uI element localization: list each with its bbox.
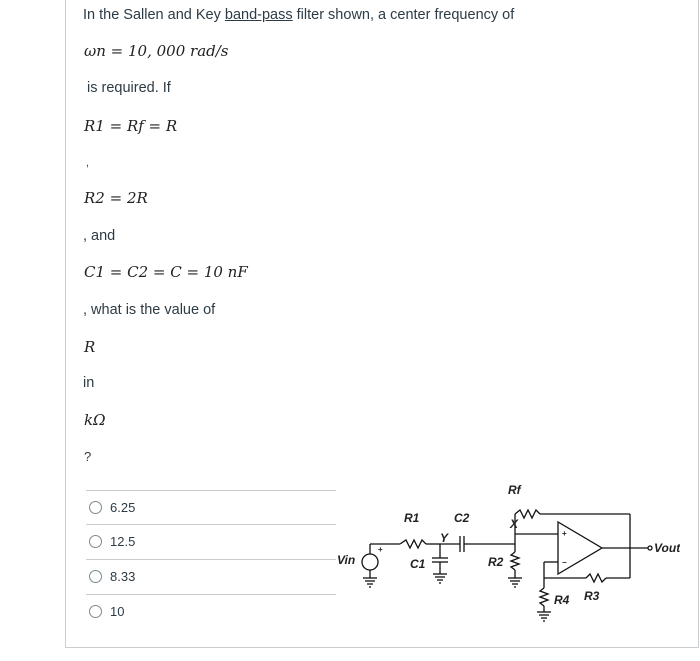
vin-plus-label: + xyxy=(378,545,383,554)
vout-label: Vout xyxy=(654,541,680,555)
sallen-key-circuit-diagram xyxy=(330,478,680,638)
r2-label: R2 xyxy=(488,555,504,569)
option-label: 6.25 xyxy=(110,499,136,515)
in-text: in xyxy=(83,375,95,391)
opamp-plus-label: + xyxy=(562,529,567,538)
r3-label: R3 xyxy=(584,589,600,603)
r2-equation: R2 = 2R xyxy=(84,189,148,207)
variable-r: R xyxy=(84,338,96,356)
r4-label: R4 xyxy=(554,593,570,607)
vin-label: Vin xyxy=(337,553,356,567)
radio-button[interactable] xyxy=(89,501,102,514)
x-label: X xyxy=(510,517,519,531)
r1-label: R1 xyxy=(404,511,420,525)
rf-label: Rf xyxy=(508,483,521,497)
option-2[interactable] xyxy=(86,524,336,558)
what-text: , what is the value of xyxy=(83,302,216,318)
option-label: 12.5 xyxy=(110,533,136,549)
option-4[interactable] xyxy=(86,594,336,628)
band-pass-link[interactable]: band-pass xyxy=(224,7,293,23)
radio-button[interactable] xyxy=(89,605,102,618)
question-mark: ? xyxy=(84,449,92,464)
c2-label: C2 xyxy=(454,511,470,525)
unit-kohm: kΩ xyxy=(84,411,106,429)
opamp-minus-label: − xyxy=(562,558,567,567)
question-intro: In the Sallen and Key band-pass filter shown, a center frequency of xyxy=(83,7,515,23)
is-required-text: is required. If xyxy=(87,80,171,96)
r1-equation: R1 = Rf = R xyxy=(84,117,178,135)
radio-button[interactable] xyxy=(89,570,102,583)
radio-button[interactable] xyxy=(89,535,102,548)
c-equation: C1 = C2 = C = 10 nF xyxy=(84,263,248,281)
option-3[interactable] xyxy=(86,559,336,593)
and-text: , and xyxy=(83,228,116,244)
omega-equation: ωn = 10, 000 rad/s xyxy=(84,42,229,60)
y-label: Y xyxy=(440,531,449,545)
option-label: 10 xyxy=(110,603,125,619)
comma-text: , xyxy=(86,157,90,169)
option-label: 8.33 xyxy=(110,568,136,584)
c1-label: C1 xyxy=(410,557,426,571)
option-1[interactable] xyxy=(86,490,336,524)
